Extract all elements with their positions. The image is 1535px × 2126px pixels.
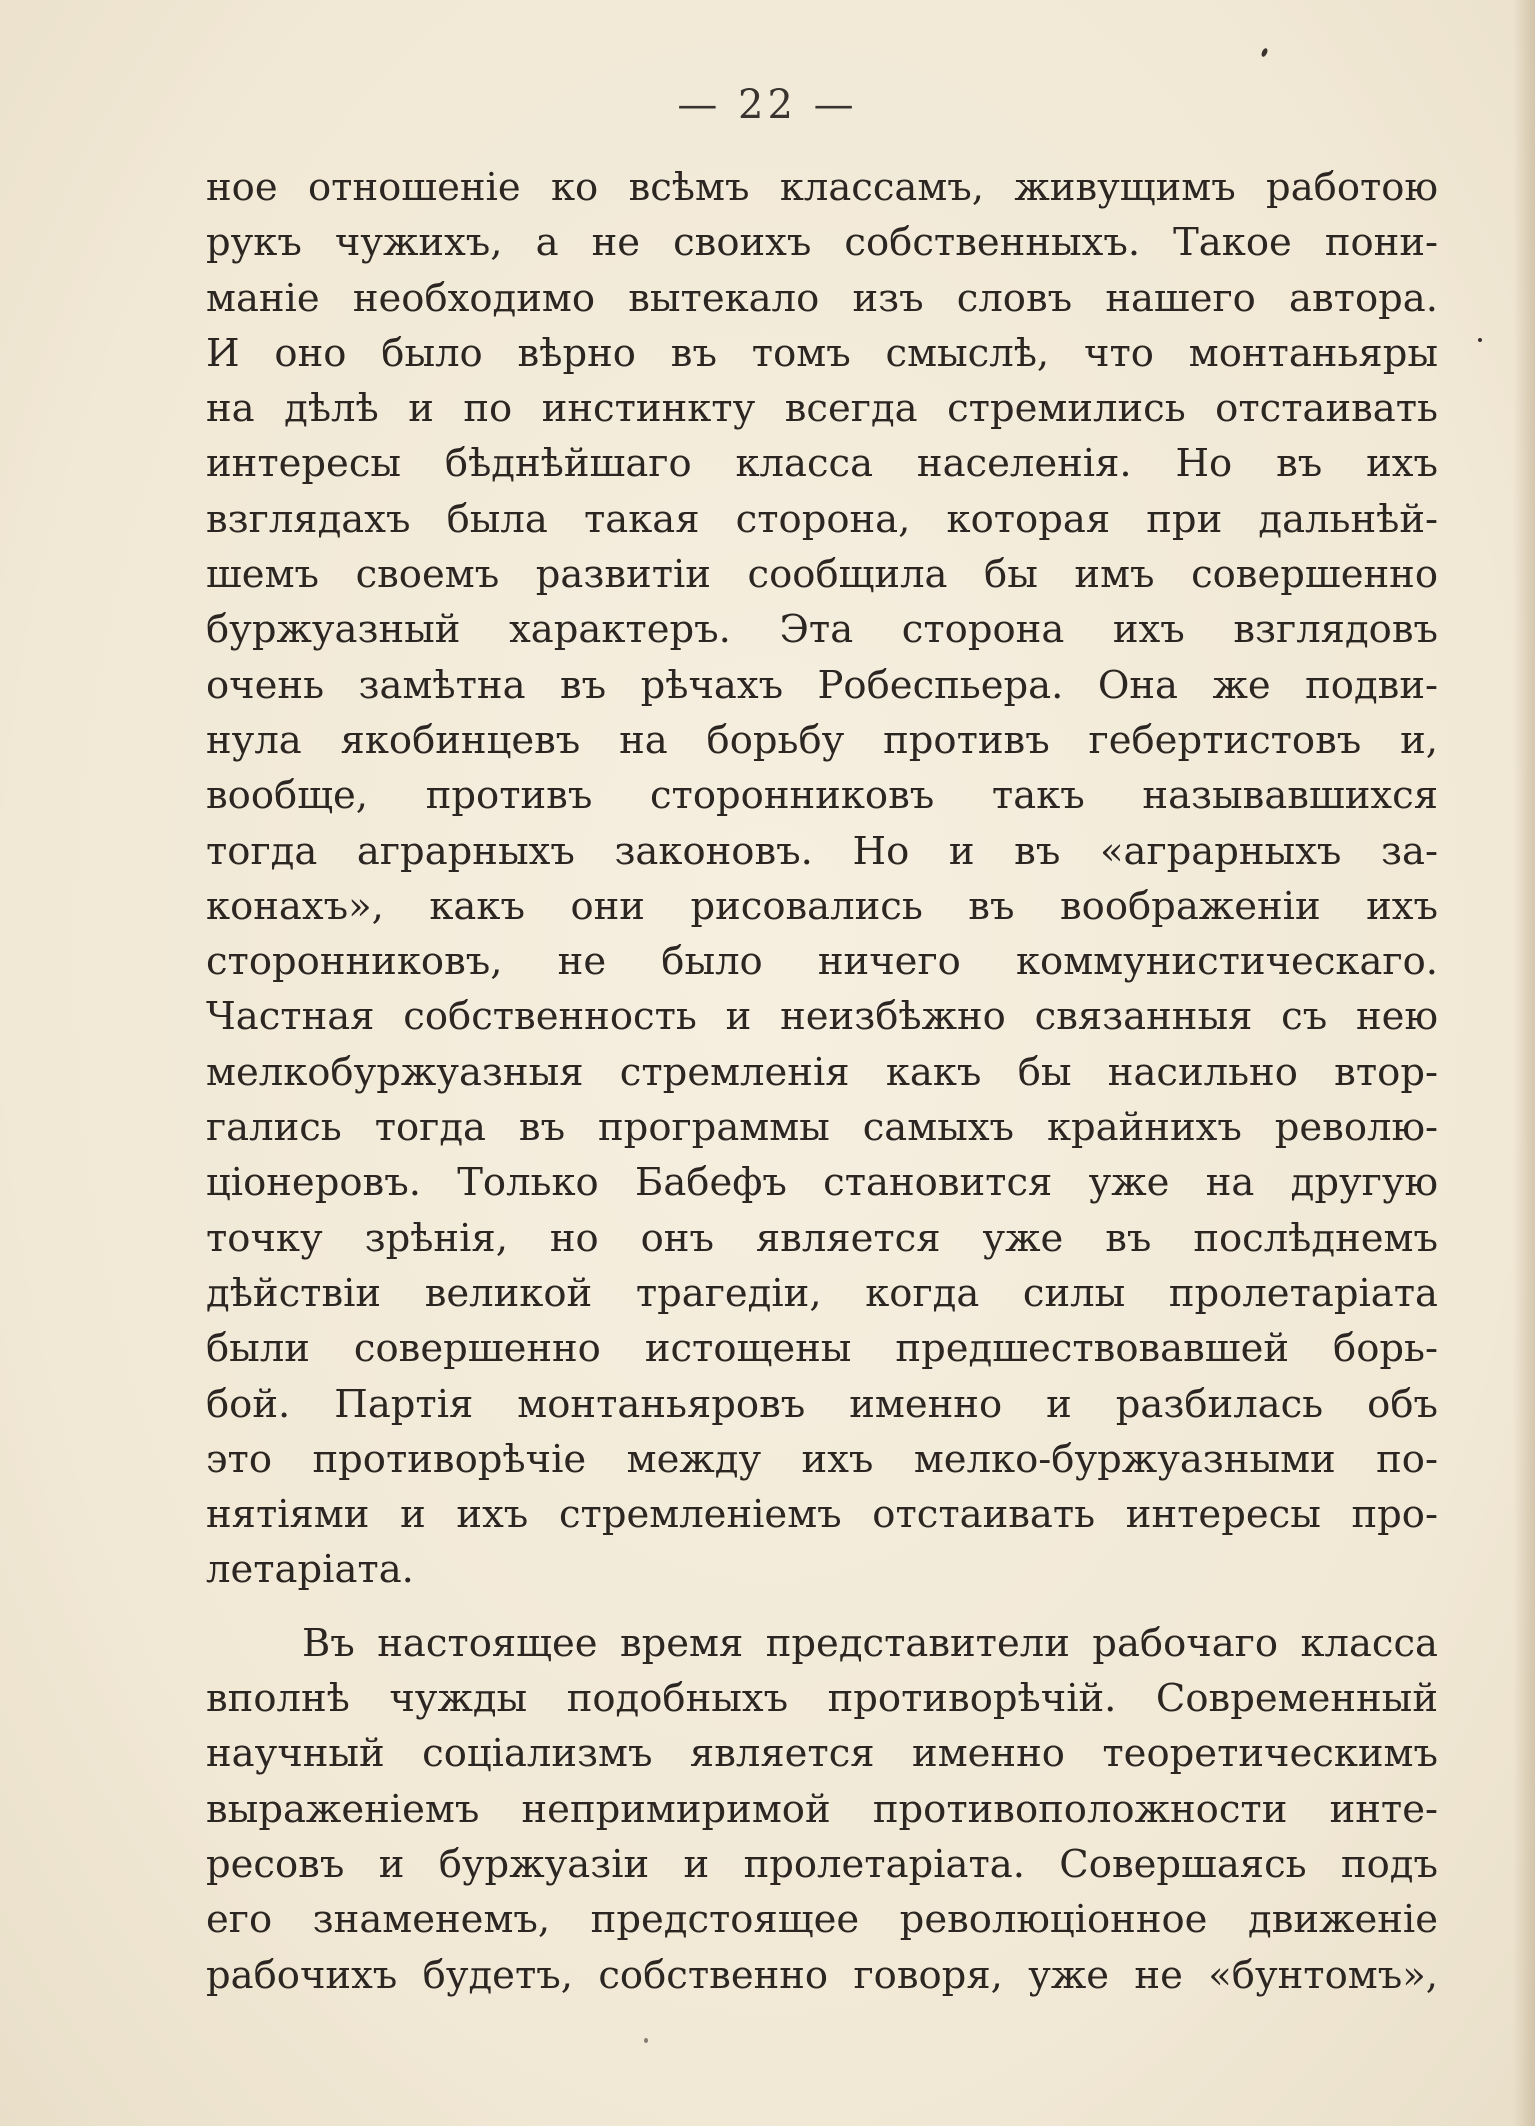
text-line: И оно было вѣрно въ томъ смыслѣ, что монтаньяры bbox=[206, 330, 1438, 376]
paragraph-gap bbox=[206, 1598, 1438, 1616]
text-line: рабочихъ будетъ, собственно говоря, уже не «бунтомъ», bbox=[206, 1952, 1438, 1998]
text-line: ресовъ и буржуазіи и пролетаріата. Совершаясь подъ bbox=[206, 1841, 1438, 1887]
text-line: бой. Партія монтаньяровъ именно и разбилась объ bbox=[206, 1381, 1438, 1427]
text-line: ціонеровъ. Только Бабефъ становится уже на другую bbox=[206, 1160, 1438, 1206]
text-line: гались тогда въ программы самыхъ крайнихъ револю- bbox=[206, 1105, 1438, 1151]
text-line: интересы бѣднѣйшаго класса населенія. Но въ ихъ bbox=[206, 441, 1438, 487]
text-line: вообще, противъ сторонниковъ такъ называвшихся bbox=[206, 773, 1438, 819]
text-line: точку зрѣнія, но онъ является уже въ послѣднемъ bbox=[206, 1215, 1438, 1261]
text-line: нула якобинцевъ на борьбу противъ гебертистовъ и, bbox=[206, 717, 1438, 763]
text-line: маніе необходимо вытекало изъ словъ нашего автора. bbox=[206, 275, 1438, 321]
text-line: рукъ чужихъ, а не своихъ собственныхъ. Такое пони- bbox=[206, 220, 1438, 266]
text-line: взглядахъ была такая сторона, которая при дальнѣй- bbox=[206, 496, 1438, 542]
text-line: Частная собственность и неизбѣжно связанныя съ нею bbox=[206, 994, 1438, 1040]
text-line: были совершенно истощены предшествовавшей борь- bbox=[206, 1326, 1438, 1372]
paragraph-1 bbox=[206, 160, 1438, 1598]
text-line-indented: Въ настоящее время представители рабочаго класса bbox=[302, 1620, 1438, 1666]
text-line: конахъ», какъ они рисовались въ воображеніи ихъ bbox=[206, 883, 1438, 929]
page-edge-shadow bbox=[1513, 0, 1535, 2126]
text-line: это противорѣчіе между ихъ мелко-буржуазными по- bbox=[206, 1436, 1438, 1482]
text-line: дѣйствіи великой трагедіи, когда силы пролетаріата bbox=[206, 1270, 1438, 1316]
ink-speck bbox=[1260, 47, 1268, 57]
text-line: ное отношеніе ко всѣмъ классамъ, живущимъ работою bbox=[206, 165, 1438, 210]
text-line: буржуазный характеръ. Эта сторона ихъ взглядовъ bbox=[206, 607, 1438, 653]
text-line: очень замѣтна въ рѣчахъ Робеспьера. Она же подви- bbox=[206, 662, 1438, 708]
text-line: научный соціализмъ является именно теоретическимъ bbox=[206, 1731, 1438, 1777]
text-line: тогда аграрныхъ законовъ. Но и въ «аграрныхъ за- bbox=[206, 828, 1438, 874]
text-line: нятіями и ихъ стремленіемъ отстаивать интересы про- bbox=[206, 1492, 1438, 1538]
text-line: сторонниковъ, не было ничего коммунистическаго. bbox=[206, 939, 1438, 985]
text-line: на дѣлѣ и по инстинкту всегда стремились отстаивать bbox=[206, 386, 1438, 432]
text-line: мелкобуржуазныя стремленія какъ бы насильно втор- bbox=[206, 1049, 1438, 1095]
text-line-last: летаріата. bbox=[206, 1547, 414, 1593]
paragraph-2 bbox=[206, 1616, 1438, 2003]
ink-speck bbox=[1478, 338, 1482, 342]
ink-speck bbox=[644, 2038, 648, 2043]
body-text bbox=[206, 160, 1438, 2003]
text-line: шемъ своемъ развитіи сообщила бы имъ совершенно bbox=[206, 552, 1438, 598]
page-number: — 22 — bbox=[677, 82, 858, 128]
text-line: выраженіемъ непримиримой противоположности инте- bbox=[206, 1786, 1438, 1832]
text-line: вполнѣ чужды подобныхъ противорѣчій. Современный bbox=[206, 1676, 1438, 1722]
text-line: его знаменемъ, предстоящее революціонное движеніе bbox=[206, 1897, 1438, 1943]
